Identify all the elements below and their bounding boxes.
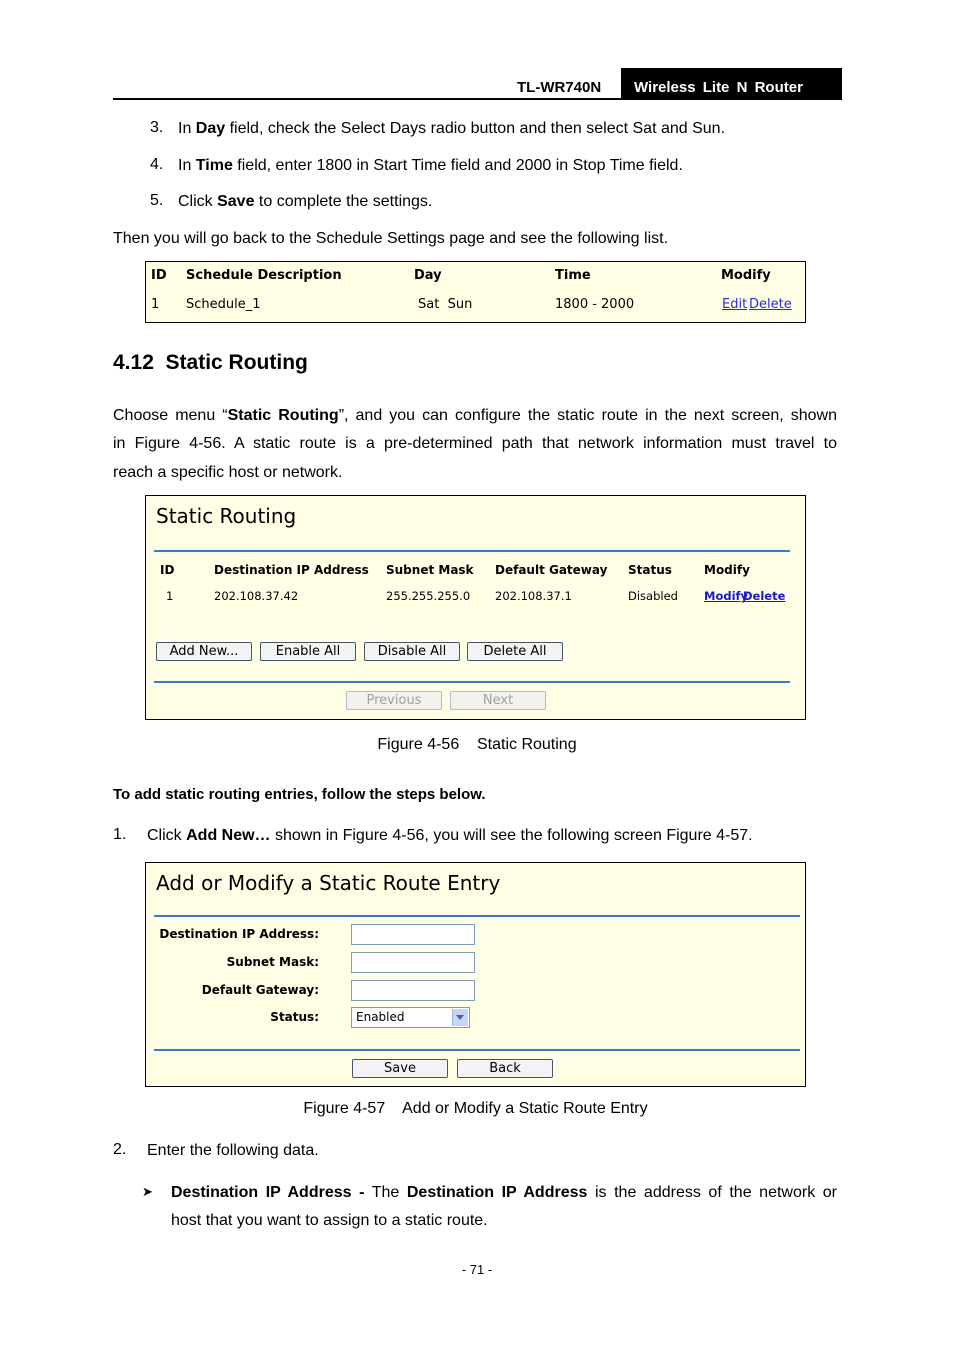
subnet-mask-label: Subnet Mask: [226,955,319,969]
step-number: 3. [150,119,164,136]
paragraph-line: in Figure 4-56. A static route is a pre-determined path that network information must travel to [113,435,837,452]
status-label: Status: [270,1010,319,1024]
cell-status: Disabled [628,589,678,603]
divider [154,1049,800,1051]
enable-all-button[interactable]: Enable All [260,642,356,661]
back-button[interactable]: Back [457,1059,553,1078]
save-button[interactable]: Save [352,1059,448,1078]
col-day: Day [414,268,442,283]
step-text: In Time field, enter 1800 in Start Time field and 2000 in Stop Time field. [178,157,683,174]
delete-all-button[interactable]: Delete All [467,642,563,661]
header-model: TL-WR740N [517,79,602,96]
schedule-table [145,261,806,323]
figure-caption: Figure 4-56 Static Routing [377,736,577,753]
disable-all-button[interactable]: Disable All [364,642,460,661]
cell-gateway: 202.108.37.1 [495,589,572,603]
destination-ip-input[interactable] [351,924,475,945]
subnet-mask-input[interactable] [351,952,475,973]
col-time: Time [555,268,591,283]
cell-day: Sat Sun [418,297,473,312]
static-routing-panel [145,495,806,720]
status-select[interactable] [351,1007,470,1028]
section-title: 4.12 Static Routing [113,351,308,374]
step-number: 4. [150,156,164,173]
paragraph-line: reach a specific host or network. [113,464,343,481]
divider [154,681,790,683]
col-modify: Modify [721,268,771,283]
bullet-text: host that you want to assign to a static route. [171,1212,488,1229]
figure-caption: Figure 4-57 Add or Modify a Static Route Entry [303,1100,648,1117]
chevron-down-icon[interactable] [452,1009,468,1026]
add-new-button[interactable]: Add New... [156,642,252,661]
cell-id: 1 [166,589,174,603]
modify-link[interactable]: Modify [704,589,749,603]
destination-label: Destination IP Address: [159,927,319,941]
divider [154,550,790,552]
delete-link[interactable]: Delete [743,589,786,603]
col-description: Schedule Description [186,268,342,283]
divider [154,915,800,917]
status-selected-value: Enabled [356,1010,405,1024]
next-button[interactable]: Next [450,691,546,710]
cell-description: Schedule_1 [186,297,261,312]
panel-title: Static Routing [156,504,297,528]
cell-time: 1800 - 2000 [555,297,635,312]
gateway-label: Default Gateway: [201,983,319,997]
static-route-entry-panel [145,862,806,1087]
header-product: Wireless Lite N Router [621,68,842,99]
intro-list-text: Then you will go back to the Schedule Settings page and see the following list. [113,230,669,247]
step-text: Enter the following data. [147,1142,319,1159]
default-gateway-input[interactable] [351,980,475,1001]
cell-id: 1 [151,297,160,312]
paragraph-line: Choose menu “Static Routing”, and you can configure the static route in the next screen, shown [113,407,838,424]
step-text: Click Save to complete the settings. [178,193,433,210]
col-gateway: Default Gateway [495,563,608,577]
delete-link[interactable]: Delete [749,297,792,312]
col-id: ID [160,563,175,577]
arrow-bullet-icon: ➤ [142,1184,153,1199]
previous-button[interactable]: Previous [346,691,442,710]
page-number: - 71 - [461,1262,493,1277]
col-status: Status [628,563,672,577]
step-number: 5. [150,192,164,209]
steps-heading: To add static routing entries, follow the steps below. [113,786,486,803]
col-id: ID [151,268,167,283]
col-subnet-mask: Subnet Mask [386,563,474,577]
cell-destination: 202.108.37.42 [214,589,299,603]
step-text: Click Add New… shown in Figure 4-56, you will see the following screen Figure 4-57. [147,827,753,844]
col-modify: Modify [704,563,750,577]
panel-title: Add or Modify a Static Route Entry [156,871,501,895]
bullet-text: Destination IP Address - The Destination IP Address is the address of the network or [171,1184,838,1201]
step-text: In Day field, check the Select Days radio button and then select Sat and Sun. [178,120,726,137]
step-number: 2. [113,1141,127,1158]
col-destination: Destination IP Address [214,563,369,577]
step-number: 1. [113,826,127,843]
cell-subnet-mask: 255.255.255.0 [386,589,471,603]
edit-link[interactable]: Edit [722,297,748,312]
header-rule [113,98,842,100]
